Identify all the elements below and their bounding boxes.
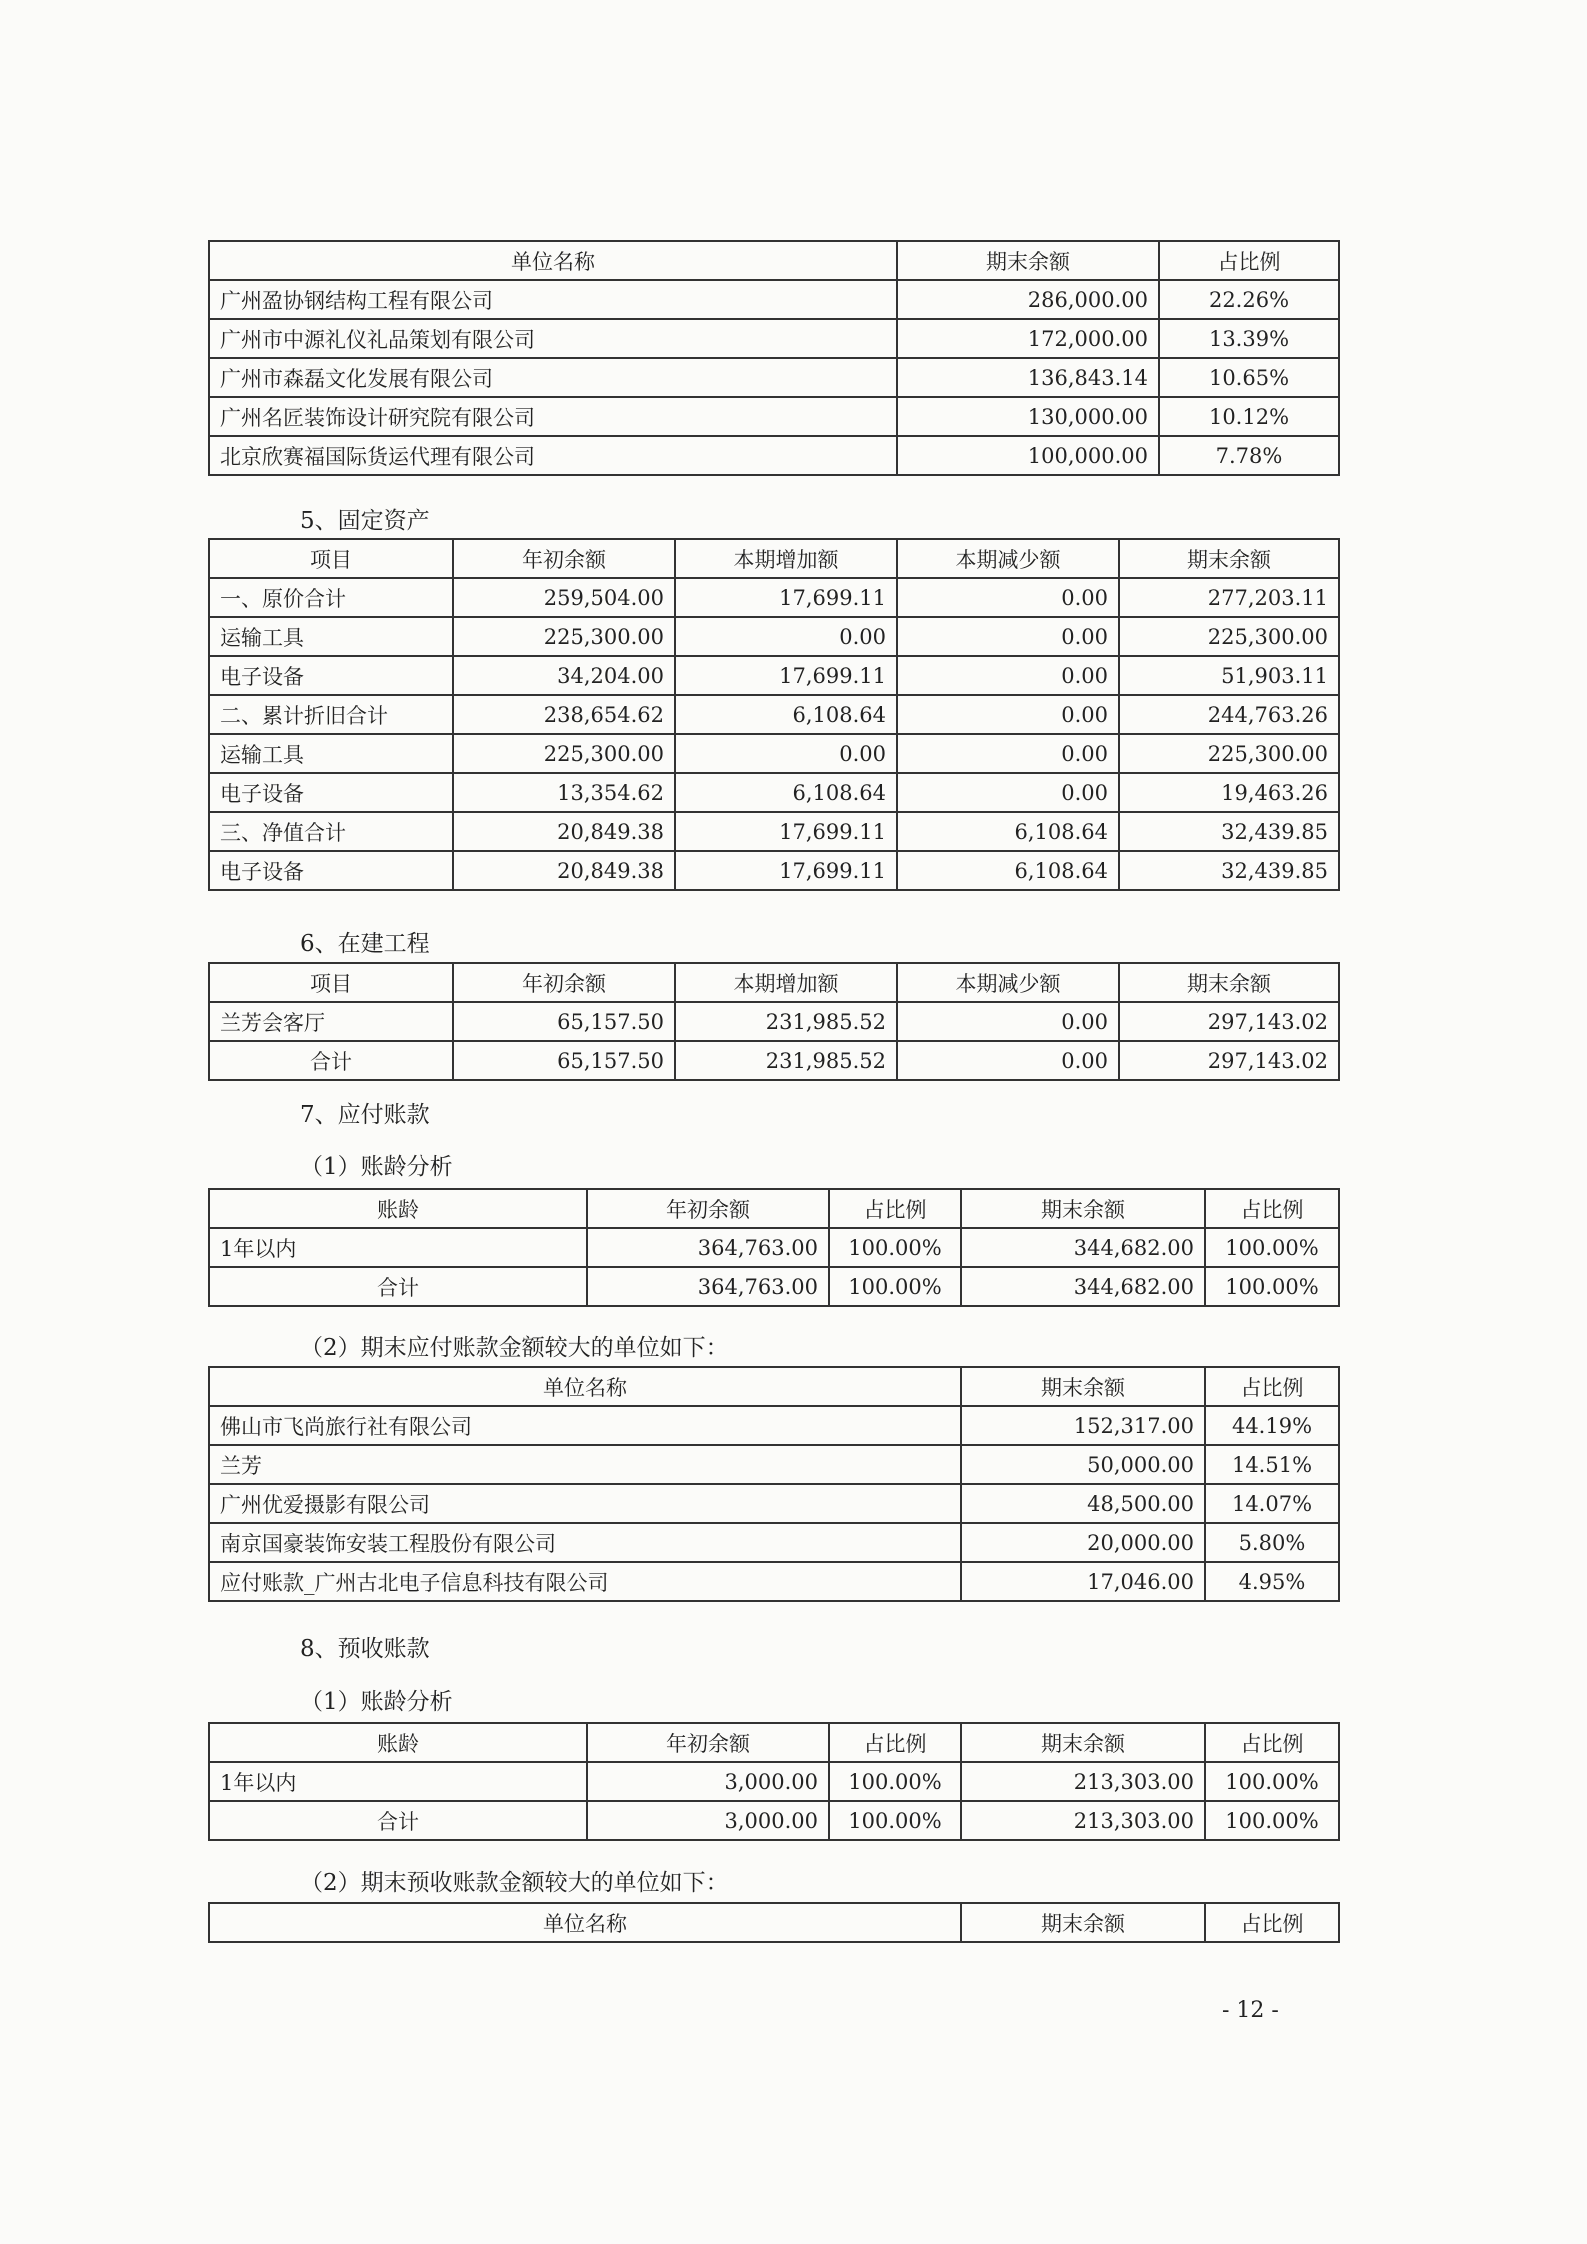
header-cell: 期末余额 — [961, 1189, 1205, 1228]
amount-cell: 344,682.00 — [961, 1267, 1205, 1306]
fixed-assets-table — [208, 538, 1338, 891]
amount-cell: 0.00 — [897, 734, 1119, 773]
section-7-aging-subtitle: （1）账龄分析 — [300, 1154, 453, 1180]
ratio-cell: 10.12% — [1159, 397, 1339, 436]
unit-name-cell: 广州市中源礼仪礼品策划有限公司 — [209, 319, 897, 358]
page-number: - 12 - — [1222, 1998, 1279, 2023]
header-cell: 年初余额 — [453, 963, 675, 1002]
amount-cell: 0.00 — [897, 773, 1119, 812]
table-header-row — [209, 1903, 1339, 1942]
header-cell: 年初余额 — [453, 539, 675, 578]
table-row — [209, 1267, 1339, 1306]
amount-cell: 0.00 — [675, 617, 897, 656]
amount-cell: 297,143.02 — [1119, 1041, 1339, 1080]
section-6-title: 6、在建工程 — [300, 931, 430, 957]
amount-cell: 50,000.00 — [961, 1445, 1205, 1484]
amount-cell: 286,000.00 — [897, 280, 1159, 319]
amount-cell: 13,354.62 — [453, 773, 675, 812]
table-row — [209, 1041, 1339, 1080]
table-row — [209, 812, 1339, 851]
amount-cell: 0.00 — [897, 578, 1119, 617]
ratio-cell: 100.00% — [829, 1267, 961, 1306]
amount-cell: 48,500.00 — [961, 1484, 1205, 1523]
amount-cell: 213,303.00 — [961, 1801, 1205, 1840]
header-cell: 单位名称 — [209, 241, 897, 280]
table-row — [209, 695, 1339, 734]
table-row — [209, 617, 1339, 656]
ratio-cell: 22.26% — [1159, 280, 1339, 319]
ratio-cell: 100.00% — [1205, 1762, 1339, 1801]
amount-cell: 364,763.00 — [587, 1228, 829, 1267]
amount-cell: 213,303.00 — [961, 1762, 1205, 1801]
table-header-row — [209, 1367, 1339, 1406]
unit-name-cell: 兰芳 — [209, 1445, 961, 1484]
amount-cell: 0.00 — [897, 1041, 1119, 1080]
unit-name-cell: 广州盈协钢结构工程有限公司 — [209, 280, 897, 319]
amount-cell: 65,157.50 — [453, 1041, 675, 1080]
section-7-top-units-subtitle: （2）期末应付账款金额较大的单位如下： — [300, 1335, 729, 1361]
table-row — [209, 280, 1339, 319]
header-cell: 年初余额 — [587, 1189, 829, 1228]
ratio-cell: 100.00% — [1205, 1228, 1339, 1267]
header-cell: 项目 — [209, 963, 453, 1002]
table-header-row — [209, 539, 1339, 578]
header-cell: 占比例 — [1159, 241, 1339, 280]
amount-cell: 0.00 — [897, 695, 1119, 734]
table-header-row — [209, 963, 1339, 1002]
amount-cell: 17,699.11 — [675, 656, 897, 695]
amount-cell: 6,108.64 — [675, 773, 897, 812]
unit-name-cell: 广州优爱摄影有限公司 — [209, 1484, 961, 1523]
amount-cell: 20,849.38 — [453, 851, 675, 890]
amount-cell: 3,000.00 — [587, 1801, 829, 1840]
table-row — [209, 397, 1339, 436]
amount-cell: 17,699.11 — [675, 812, 897, 851]
header-cell: 占比例 — [829, 1723, 961, 1762]
aging-cell: 1年以内 — [209, 1228, 587, 1267]
item-cell: 兰芳会客厅 — [209, 1002, 453, 1041]
table-row — [209, 656, 1339, 695]
amount-cell: 259,504.00 — [453, 578, 675, 617]
header-cell: 账龄 — [209, 1189, 587, 1228]
total-label-cell: 合计 — [209, 1801, 587, 1840]
item-cell: 电子设备 — [209, 656, 453, 695]
amount-cell: 6,108.64 — [675, 695, 897, 734]
header-cell: 期末余额 — [961, 1367, 1205, 1406]
header-cell: 占比例 — [1205, 1189, 1339, 1228]
amount-cell: 225,300.00 — [1119, 734, 1339, 773]
ratio-cell: 5.80% — [1205, 1523, 1339, 1562]
amount-cell: 32,439.85 — [1119, 812, 1339, 851]
total-label-cell: 合计 — [209, 1041, 453, 1080]
header-cell: 账龄 — [209, 1723, 587, 1762]
amount-cell: 17,699.11 — [675, 851, 897, 890]
amount-cell: 34,204.00 — [453, 656, 675, 695]
payables-aging-table — [208, 1188, 1338, 1307]
table-row — [209, 1445, 1339, 1484]
table-header-row — [209, 241, 1339, 280]
table-row — [209, 773, 1339, 812]
total-label-cell: 合计 — [209, 1267, 587, 1306]
table-row — [209, 1801, 1339, 1840]
amount-cell: 344,682.00 — [961, 1228, 1205, 1267]
construction-in-progress-table — [208, 962, 1338, 1081]
table-row — [209, 734, 1339, 773]
header-cell: 期末余额 — [1119, 539, 1339, 578]
table-row — [209, 358, 1339, 397]
header-cell: 占比例 — [1205, 1723, 1339, 1762]
amount-cell: 19,463.26 — [1119, 773, 1339, 812]
ratio-cell: 4.95% — [1205, 1562, 1339, 1601]
header-cell: 占比例 — [829, 1189, 961, 1228]
receivables-top-units-table — [208, 240, 1338, 476]
ratio-cell: 44.19% — [1205, 1406, 1339, 1445]
amount-cell: 0.00 — [675, 734, 897, 773]
table-row — [209, 319, 1339, 358]
section-8-top-units-subtitle: （2）期末预收账款金额较大的单位如下： — [300, 1870, 729, 1896]
ratio-cell: 100.00% — [829, 1228, 961, 1267]
unit-name-cell: 广州名匠装饰设计研究院有限公司 — [209, 397, 897, 436]
ratio-cell: 13.39% — [1159, 319, 1339, 358]
ratio-cell: 10.65% — [1159, 358, 1339, 397]
table-row — [209, 578, 1339, 617]
section-8-aging-subtitle: （1）账龄分析 — [300, 1689, 453, 1715]
amount-cell: 172,000.00 — [897, 319, 1159, 358]
header-cell: 期末余额 — [961, 1723, 1205, 1762]
unit-name-cell: 广州市森磊文化发展有限公司 — [209, 358, 897, 397]
header-cell: 占比例 — [1205, 1367, 1339, 1406]
amount-cell: 238,654.62 — [453, 695, 675, 734]
item-cell: 运输工具 — [209, 617, 453, 656]
unit-name-cell: 南京国豪装饰安装工程股份有限公司 — [209, 1523, 961, 1562]
item-cell: 运输工具 — [209, 734, 453, 773]
table-row — [209, 1002, 1339, 1041]
amount-cell: 65,157.50 — [453, 1002, 675, 1041]
amount-cell: 225,300.00 — [453, 734, 675, 773]
amount-cell: 17,046.00 — [961, 1562, 1205, 1601]
amount-cell: 225,300.00 — [1119, 617, 1339, 656]
table-row — [209, 1523, 1339, 1562]
aging-cell: 1年以内 — [209, 1762, 587, 1801]
ratio-cell: 100.00% — [1205, 1267, 1339, 1306]
amount-cell: 152,317.00 — [961, 1406, 1205, 1445]
amount-cell: 0.00 — [897, 1002, 1119, 1041]
ratio-cell: 14.51% — [1205, 1445, 1339, 1484]
amount-cell: 51,903.11 — [1119, 656, 1339, 695]
table-row — [209, 1228, 1339, 1267]
header-cell: 期末余额 — [961, 1903, 1205, 1942]
amount-cell: 244,763.26 — [1119, 695, 1339, 734]
ratio-cell: 14.07% — [1205, 1484, 1339, 1523]
item-cell: 三、净值合计 — [209, 812, 453, 851]
header-cell: 本期减少额 — [897, 963, 1119, 1002]
ratio-cell: 100.00% — [829, 1801, 961, 1840]
ratio-cell: 100.00% — [829, 1762, 961, 1801]
header-cell: 本期增加额 — [675, 539, 897, 578]
header-cell: 单位名称 — [209, 1903, 961, 1942]
header-cell: 单位名称 — [209, 1367, 961, 1406]
amount-cell: 136,843.14 — [897, 358, 1159, 397]
item-cell: 电子设备 — [209, 851, 453, 890]
header-cell: 本期减少额 — [897, 539, 1119, 578]
table-row — [209, 436, 1339, 475]
unit-name-cell: 佛山市飞尚旅行社有限公司 — [209, 1406, 961, 1445]
table-row — [209, 1406, 1339, 1445]
amount-cell: 277,203.11 — [1119, 578, 1339, 617]
unit-name-cell: 应付账款_广州古北电子信息科技有限公司 — [209, 1562, 961, 1601]
advance-receipts-aging-table — [208, 1722, 1338, 1841]
amount-cell: 0.00 — [897, 656, 1119, 695]
table-row — [209, 1762, 1339, 1801]
section-8-title: 8、预收账款 — [300, 1636, 430, 1662]
advance-receipts-top-units-table — [208, 1902, 1338, 1943]
header-cell: 期末余额 — [897, 241, 1159, 280]
header-cell: 本期增加额 — [675, 963, 897, 1002]
table-header-row — [209, 1723, 1339, 1762]
section-5-title: 5、固定资产 — [300, 508, 430, 534]
amount-cell: 231,985.52 — [675, 1002, 897, 1041]
amount-cell: 17,699.11 — [675, 578, 897, 617]
payables-top-units-table — [208, 1366, 1338, 1602]
item-cell: 二、累计折旧合计 — [209, 695, 453, 734]
header-cell: 期末余额 — [1119, 963, 1339, 1002]
table-header-row — [209, 1189, 1339, 1228]
item-cell: 一、原价合计 — [209, 578, 453, 617]
amount-cell: 364,763.00 — [587, 1267, 829, 1306]
amount-cell: 130,000.00 — [897, 397, 1159, 436]
table-row — [209, 1562, 1339, 1601]
ratio-cell: 100.00% — [1205, 1801, 1339, 1840]
amount-cell: 231,985.52 — [675, 1041, 897, 1080]
table-row — [209, 851, 1339, 890]
amount-cell: 297,143.02 — [1119, 1002, 1339, 1041]
amount-cell: 3,000.00 — [587, 1762, 829, 1801]
header-cell: 占比例 — [1205, 1903, 1339, 1942]
section-7-title: 7、应付账款 — [300, 1102, 430, 1128]
amount-cell: 6,108.64 — [897, 812, 1119, 851]
header-cell: 项目 — [209, 539, 453, 578]
ratio-cell: 7.78% — [1159, 436, 1339, 475]
amount-cell: 32,439.85 — [1119, 851, 1339, 890]
amount-cell: 100,000.00 — [897, 436, 1159, 475]
unit-name-cell: 北京欣赛福国际货运代理有限公司 — [209, 436, 897, 475]
table-row — [209, 1484, 1339, 1523]
amount-cell: 0.00 — [897, 617, 1119, 656]
amount-cell: 6,108.64 — [897, 851, 1119, 890]
item-cell: 电子设备 — [209, 773, 453, 812]
amount-cell: 225,300.00 — [453, 617, 675, 656]
amount-cell: 20,000.00 — [961, 1523, 1205, 1562]
amount-cell: 20,849.38 — [453, 812, 675, 851]
header-cell: 年初余额 — [587, 1723, 829, 1762]
